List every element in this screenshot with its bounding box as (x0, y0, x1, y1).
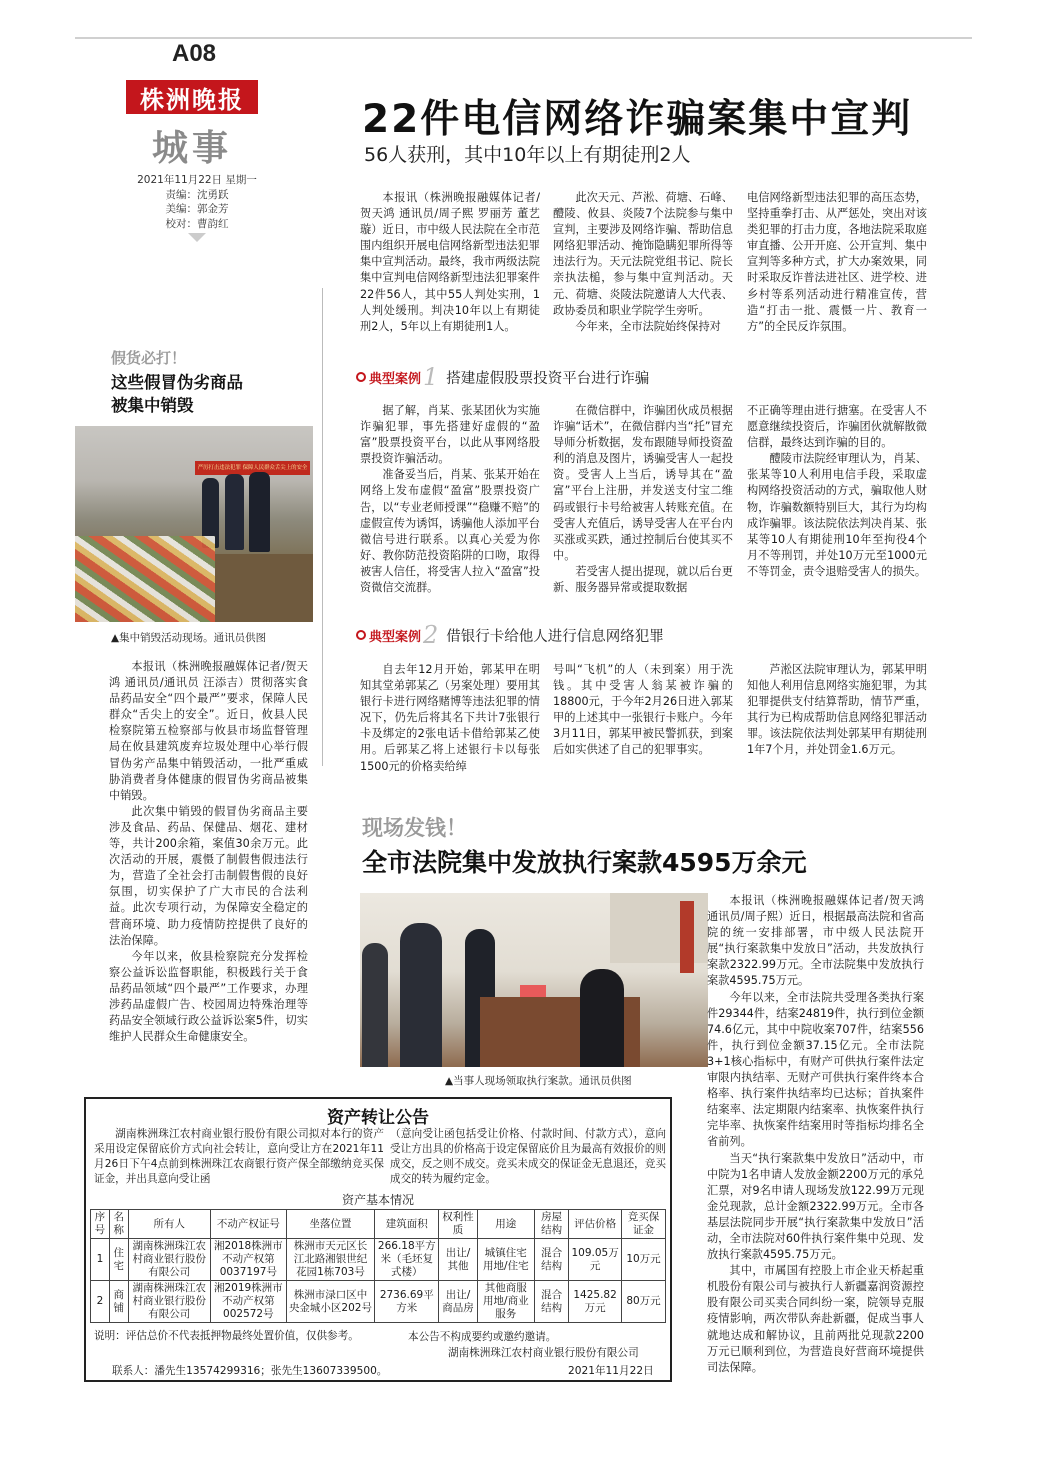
page-number: A08 (172, 40, 217, 67)
left-story-p3: 今年以来，攸县检察院充分发挥检察公益诉讼监督职能，积极践行关于食品药品领域“四个最严”工作要求，办理涉药品虚假广告、校园周边特殊治理等药品安全领域行政公益诉讼案5件，切实维护人民群众生命健康安全。 (109, 949, 308, 1044)
main-lead-col2-p2: 今年来，全市法院始终保持对 (575, 319, 721, 333)
cell: 株洲市渌口区中央金城小区202号 (286, 1281, 374, 1323)
destruction-photo (75, 426, 313, 622)
cell: 2736.69平方米 (375, 1281, 439, 1323)
asset-transfer-notice (84, 1097, 672, 1382)
notice-body-right: （意向受让函包括受让价格、付款时间、付款方式），意向受让方出具的价格高于设定保留底价且为最高有效报价的则成交，反之则不成交。竞买未成交的保证金无息退还，竞买成交的转为履约定金。 (390, 1128, 666, 1185)
payout-photo (360, 893, 708, 1067)
th-location: 坐落位置 (286, 1210, 374, 1239)
cell: 混合结构 (534, 1239, 568, 1281)
photo-ground (215, 554, 313, 622)
main-lead-col2 (553, 190, 733, 335)
asset-table-header (91, 1210, 666, 1239)
cell: 出让/商品房 (439, 1281, 477, 1323)
main-lead-col1: 本报讯（株洲晚报融媒体记者/贺天鸿 通讯员/周子熙 罗丽芳 董艺璇）近日，市中级人民法院在全市范围内组织开展电信网络新型违法犯罪集中宣判活动。最终，我市两级法院集中宣判电信网络新型违法犯罪案件22件56人，其中55人判处实刑，1人判处缓刑。判决10年以上有期徒刑2人，5年以上有期徒刑1人。 (360, 191, 540, 333)
notice-note-left: 说明：评估总价不代表抵押物最终处置价值，仅供参考。 (94, 1330, 359, 1342)
notice-body-left: 湖南株洲珠江农村商业银行股份有限公司拟对本行的资产采用设定保留底价方式向社会转让，意向受让方在2021年11月26日下午4点前到株洲珠江农商银行资产保全部缴纳竞买保证金，并出具意向受让函 (94, 1128, 384, 1185)
case2-col2: 号叫“飞机”的人（未到案）用于洗钱。其中受害人翁某被诈骗的18800元，于今年2月26日进入郭某甲的上述其中一张银行卡账户。今年3月11日，郭某甲被民警抓获，到案后如实供述了自己的犯罪事实。 (553, 663, 734, 757)
notice-date: 2021年11月22日 (568, 1365, 654, 1377)
notice-table-caption: 资产基本情况 (341, 1193, 414, 1207)
case1-number: 1 (423, 363, 439, 391)
case1-col3-p1: 不正确等理由进行搪塞。在受害人不愿意继续投资后，诈骗团伙就解散微信群，最终达到诈骗的目的。 (747, 404, 927, 450)
designer-credit: 美编：郭金芳 (165, 203, 229, 215)
cell: 城镇住宅用地/住宅 (477, 1239, 534, 1281)
photo-person-3 (249, 472, 270, 552)
money-story-body (707, 893, 924, 1376)
th-use: 用途 (477, 1210, 534, 1239)
case1-col3-p2: 醴陵市法院经审理认为，肖某、张某等10人利用电信手段，采取虚构网络投资活动的方式，骗取他人财物，诈骗数额特别巨大，其行为均构成诈骗罪。该法院依法判决肖某、张某等10人有期徒刑10年至拘役4个月不等刑罚，并处10万元至1000元不等罚金，责令退赔受害人的损失。 (747, 452, 927, 578)
cell: 109.05万元 (569, 1239, 622, 1281)
main-lead-col3: 电信网络新型违法犯罪的高压态势，坚持重拳打击、从严惩处，突出对该类犯罪的打击力度，各地法院采取庭审直播、公开开庭、公开宣判、集中宣判等多种方式，扩大办案效果，同时采取反诈普法进社区、进学校、进乡村等系列活动进行精准宣传，营造“打击一批、震慑一片、教育一方”的全民反诈氛围。 (747, 191, 927, 333)
editor-credit: 责编：沈勇跃 (165, 188, 229, 201)
th-deposit: 竞买保证金 (622, 1210, 666, 1239)
money-story-p2: 今年以来，全市法院共受理各类执行案件29344件，结案24819件，执行到位金额74.6亿元，其中中院收案707件，结案556件，执行到位金额37.15亿元。全市法院3+1核心指标中，有财产可供执行案件法定审限内执结率、无财产可供执行案件终本合格率、执行案件执结率均已达标；首执案件结案率、法定期限内结案率、执恢案件执行完毕率、执恢案件结案用时等指标均排名全省前列。 (707, 990, 924, 1149)
case1-dot-icon (356, 372, 366, 382)
photo-person-2 (225, 474, 244, 550)
cell: 80万元 (622, 1281, 666, 1323)
top-rule (75, 37, 972, 39)
table-row (91, 1239, 666, 1281)
cell: 出让/其他 (439, 1239, 477, 1281)
table-row (91, 1281, 666, 1323)
notice-contact: 联系人：潘先生13574299316；张先生13607339500。 (112, 1365, 388, 1377)
proofreader-credit: 校对：曹韵红 (165, 217, 229, 230)
credits-chevron (188, 233, 206, 242)
cell: 1425.82万元 (569, 1281, 622, 1323)
left-headline (111, 371, 243, 417)
cell: 1 (91, 1239, 110, 1281)
case1-col2-p2: 若受害人提出提现，就以后台更新、服务器异常或提取数据 (553, 564, 733, 595)
cell: 湘2018株洲市不动产权第0037197号 (210, 1239, 286, 1281)
left-kicker: 假货必打！ (111, 349, 187, 367)
case2-header (356, 621, 664, 649)
photo-man-far-left (362, 943, 388, 1067)
case1-col2 (553, 403, 733, 596)
left-story-body (109, 659, 308, 1045)
th-index: 序号 (91, 1210, 110, 1239)
cell: 其他商服用地/商业服务 (477, 1281, 534, 1323)
case1-col1 (360, 403, 540, 596)
asset-table (90, 1209, 666, 1323)
cell: 湖南株洲珠江农村商业银行股份有限公司 (128, 1281, 210, 1323)
notice-signature: 湖南株洲珠江农村商业银行股份有限公司 (448, 1347, 639, 1359)
payout-photo-caption: ▲当事人现场领取执行案款。通讯员供图 (445, 1075, 632, 1087)
money-story-p4: 其中，市属国有控股上市企业天桥起重机股份有限公司与被执行人新疆嘉润资源控股有限公司买卖合同纠纷一案，院领导克服疫情影响，两次带队奔赴新疆，促成当事人就地达成和解协议，且前两批兑现款2200万元已顺利到位，为营造良好营商环境提供司法保障。 (707, 1264, 924, 1374)
cell: 住宅 (109, 1239, 128, 1281)
case1-label: 典型案例 (369, 371, 422, 387)
case1-col3 (747, 403, 927, 580)
cell: 266.18平方米（毛坯复式楼） (375, 1239, 439, 1281)
th-area: 建筑面积 (375, 1210, 439, 1239)
case2-label: 典型案例 (369, 629, 422, 645)
case2-dot-icon (356, 630, 366, 640)
cell: 湖南株洲珠江农村商业银行股份有限公司 (128, 1239, 210, 1281)
photo-woman-right (580, 969, 624, 1067)
notice-note-right: 本公告不构成要约或邀约邀请。 (408, 1331, 557, 1343)
left-headline-line2: 被集中销毁 (111, 396, 194, 415)
issue-info (127, 173, 267, 231)
photo-goods-pile (75, 536, 215, 622)
cell: 湘2019株洲市不动产权第002572号 (210, 1281, 286, 1323)
left-story-p1: 本报讯（株洲晚报融媒体记者/贺天鸿 通讯员/通讯员 汪添吉）贯彻落实食品药品安全“四个最严”要求，保障人民群众“舌尖上的安全”。近日，攸县人民检察院第五检察部与攸县市场监督管理局在攸县建筑废弃垃圾处理中心举行假冒伪劣产品集中销毁活动，一批严重威胁消费者身体健康的假冒伪劣商品被集中销毁。 (109, 660, 308, 802)
notice-title: 资产转让公告 (327, 1108, 429, 1128)
destruction-photo-caption: ▲集中销毁活动现场。通讯员供图 (111, 632, 267, 644)
th-right: 权利性质 (439, 1210, 477, 1239)
th-name: 名称 (109, 1210, 128, 1239)
th-deed: 不动产权证号 (210, 1210, 286, 1239)
money-story-p3: 当天“执行案款集中发放日”活动中，市中院为1名申请人发放金额2200万元的承兑汇票，对9名申请人现场发放122.99万元现金兑现款，总计金额2322.99万元。全市各基层法院同步开展“执行案款集中发放日”活动，全市法院对60件执行案件集中兑现、发放执行案款4595.75万元。 (707, 1151, 924, 1262)
cell: 混合结构 (534, 1281, 568, 1323)
cell: 2 (91, 1281, 110, 1323)
cell: 10万元 (622, 1239, 666, 1281)
left-story-p2: 此次集中销毁的假冒伪劣商品主要涉及食品、药品、保健品、烟花、建材等，共计200余箱，案值30余万元。此次活动的开展，震慑了制假售假违法行为，营造了全社会打击制假售假的良好氛围，切实保护了广大市民的合法利益。此次专项行动，为保障安全稳定的营商环境、助力疫情防控提供了良好的法治保障。 (109, 804, 308, 947)
cell: 株洲市天元区长江北路湘银世纪花园1栋703号 (286, 1239, 374, 1281)
masthead-text: 株洲晚报 (140, 84, 244, 114)
left-headline-line1: 这些假冒伪劣商品 (111, 373, 243, 392)
money-kicker: 现场发钱！ (362, 816, 467, 840)
column-divider (322, 288, 323, 766)
case2-number: 2 (423, 621, 439, 649)
main-subheadline: 56人获刑，其中10年以上有期徒刑2人 (364, 144, 691, 166)
date-line: 2021年11月22日 星期一 (137, 174, 257, 186)
masthead-logo (126, 80, 258, 114)
case1-header (356, 363, 650, 391)
case1-col1-p2: 准备妥当后，肖某、张某开始在网络上发布虚假“盈富”股票投资广告，以“专业老师授课”“稳赚不赔”的虚假宣传为诱饵，诱骗他人添加平台微信号进行联系。以真心关爱为你好、教你防范投资陷阱的口吻，取得被害人信任，将受害人拉入“盈富”投资微信交流群。 (360, 468, 540, 595)
case1-title: 搭建虚假股票投资平台进行诈骗 (446, 370, 650, 387)
photo-cash (520, 985, 546, 997)
th-structure: 房屋结构 (534, 1210, 568, 1239)
th-owner: 所有人 (128, 1210, 210, 1239)
money-headline: 全市法院集中发放执行案款4595万余元 (362, 848, 807, 877)
money-story-p1: 本报讯（株洲晚报融媒体记者/贺天鸿 通讯员/周子熙）近日，根据最高法院和省高院的统一安排部署，市中级人民法院开展“执行案款集中发放日”活动，共发放执行案款2322.99万元。全市法院集中发放执行案款4595.75万元。 (707, 894, 924, 988)
photo-banner: 严厉打击违法犯罪 保障人民群众舌尖上的安全 (195, 461, 310, 475)
photo-man-left (400, 923, 442, 1067)
main-headline: 22件电信网络诈骗案集中宣判 (362, 97, 913, 142)
case2-col1: 自去年12月开始，郭某甲在明知其堂弟郭某乙（另案处理）要用其银行卡进行网络赌博等违法犯罪的情况下，仍先后将其名下共计7张银行卡及绑定的2张电话卡借给郭某乙使用。后郭某乙将上述银行卡以每张1500元的价格卖给绰 (360, 663, 540, 773)
case2-title: 借银行卡给他人进行信息网络犯罪 (446, 628, 664, 645)
main-lead-col2-p1: 此次天元、芦淞、荷塘、石峰、醴陵、攸县、炎陵7个法院参与集中宣判，主要涉及网络诈骗、帮助信息网络犯罪活动、掩饰隐瞒犯罪所得等违法行为。天元法院党组书记、院长亲执法槌，参与集中宣判活动。天元、荷塘、炎陵法院邀请人大代表、政协委员和职业学院学生旁听。 (553, 191, 733, 317)
th-appraisal: 评估价格 (569, 1210, 622, 1239)
case1-col2-p1: 在微信群中，诈骗团伙成员根据诈骗“话术”，在微信群内当“托”冒充导师分析数据，发布跟随导师投资盈利的消息及图片，诱骗受害人一起投资。受害人上当后，诱导其在“盈富”平台上注册，并发送支付宝二维码或银行卡号给被害人转账充值。在受害人充值后，诱导受害人在平台内买涨或买跌，通过控制后台使其买不中。 (553, 404, 733, 562)
case1-col1-p1: 据了解，肖某、张某团伙为实施诈骗犯罪，事先搭建好虚假的“盈富”股票投资平台，以此从事网络股票投资诈骗活动。 (360, 404, 540, 466)
cell: 商铺 (109, 1281, 128, 1323)
section-title: 城事 (152, 127, 233, 169)
case2-col3: 芦淞区法院审理认为，郭某甲明知他人利用信息网络实施犯罪，为其犯罪提供支付结算帮助，情节严重，其行为已构成帮助信息网络犯罪活动罪。该法院依法判处郭某甲有期徒刑1年7个月，并处罚金1.6万元。 (747, 663, 927, 757)
photo-red-scroll (680, 901, 694, 973)
